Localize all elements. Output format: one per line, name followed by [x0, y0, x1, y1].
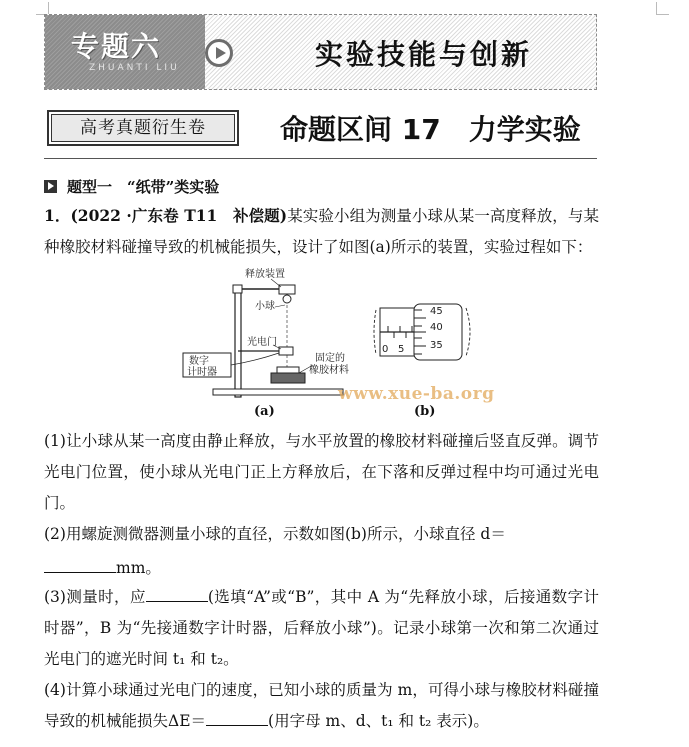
thimble-45: 45	[430, 306, 443, 317]
thimble-40: 40	[430, 322, 443, 333]
label-material-1: 固定的	[315, 353, 345, 364]
question-part-1: (1)让小球从某一高度由静止释放，与水平放置的橡胶材料碰撞后竖直反弹。调节光电门位置，使小球从光电门正上方释放后，在下落和反弹过程中均可通过光电门。	[44, 432, 599, 512]
divider	[44, 158, 597, 159]
figure-b-micrometer	[370, 296, 480, 368]
part-2-unit: mm。	[116, 559, 161, 577]
question-source: 1．(2022 ·广东卷 T11 补偿题)	[44, 206, 288, 225]
main-scale-0: 0	[382, 344, 389, 355]
part-2-answer-line	[44, 554, 161, 578]
question-intro-text: 某实验小组为测量小球从某一高度释放，与某种橡胶材料碰撞导致的机械能损失，设计了如图(a)所示的装置，实验过程如下：	[44, 207, 599, 256]
exam-label-box	[47, 110, 239, 146]
question-type	[44, 176, 219, 197]
banner-label-block	[45, 15, 205, 89]
question-part-2	[44, 519, 599, 550]
topic-pinyin: ZHUANTI LIU	[89, 63, 180, 73]
label-timer-1: 数字	[189, 356, 209, 367]
question-intro	[44, 200, 599, 263]
label-release-device: 释放装置	[245, 269, 285, 280]
question-part-3	[44, 582, 599, 675]
thimble-35: 35	[430, 340, 443, 351]
banner-title: 实验技能与创新	[315, 38, 533, 71]
figure-b-caption: (b)	[414, 404, 436, 419]
part-4-text-a: (4)计算小球通过光电门的速度，已知小球的质量为 m，可得小球与橡胶材料碰撞导致的机械能损失ΔE＝	[44, 681, 599, 730]
exam-label: 高考真题衍生卷	[51, 114, 235, 142]
label-timer-2: 计时器	[187, 367, 217, 378]
section-title: 命题区间 17 力学实验	[280, 113, 581, 146]
main-scale-5: 5	[398, 344, 405, 355]
figure-a-apparatus	[175, 265, 365, 425]
label-photogate: 光电门	[247, 337, 277, 348]
question-part-4	[44, 675, 599, 737]
chapter-banner	[44, 14, 597, 90]
play-icon	[205, 39, 233, 67]
label-ball: 小球	[255, 301, 275, 312]
question-type-label: 题型一 “纸带”类实验	[67, 178, 220, 196]
label-material-2: 橡胶材料	[309, 365, 349, 376]
part-4-text-b: (用字母 m、d、t₁ 和 t₂ 表示)。	[268, 712, 489, 730]
part-3-text-b: (选填“A”或“B”，其中 A 为“先释放小球，后接通数字计时器”，B 为“先接通数字计时器，后释放小球”)。记录小球第一次和第二次通过光电门的遮光时间 t₁ 和 t₂。	[44, 588, 599, 668]
answer-blank-energy-loss[interactable]	[206, 707, 268, 726]
triangle-bullet-icon	[44, 180, 57, 193]
corner-mark-right	[656, 2, 669, 15]
watermark: www.xue-ba.org	[338, 384, 495, 404]
figure-a-caption: (a)	[254, 404, 275, 419]
answer-blank-diameter[interactable]	[44, 554, 116, 573]
topic-number: 专题六	[71, 30, 162, 63]
answer-blank-order[interactable]	[146, 583, 208, 602]
part-2-text: (2)用螺旋测微器测量小球的直径，示数如图(b)所示，小球直径 d＝	[44, 525, 506, 543]
part-3-text-a: (3)测量时，应	[44, 588, 146, 606]
